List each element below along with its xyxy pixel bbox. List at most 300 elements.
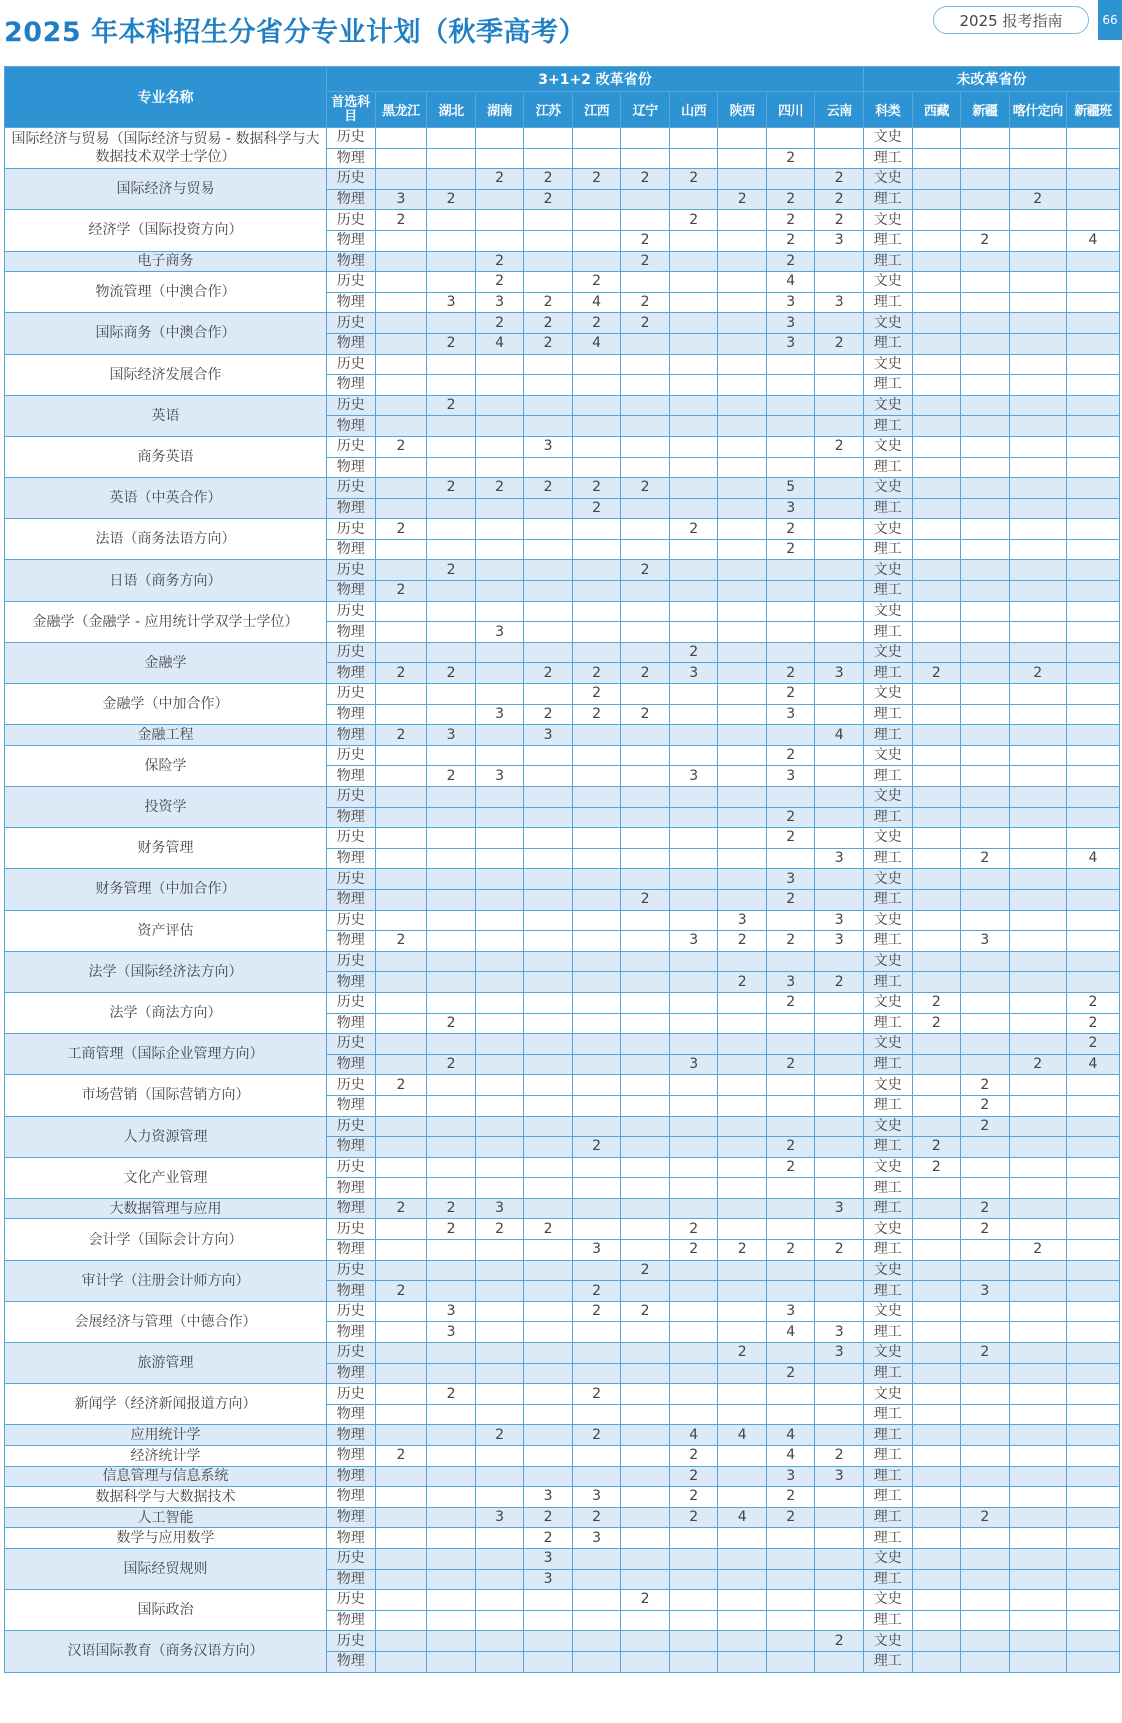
quota-cell bbox=[912, 972, 961, 993]
quota-cell bbox=[961, 354, 1010, 375]
quota-cell bbox=[815, 1054, 864, 1075]
quota-cell bbox=[669, 1034, 718, 1055]
category-cell: 理工 bbox=[864, 1404, 913, 1425]
plan-table-body bbox=[5, 128, 1120, 1673]
quota-cell: 2 bbox=[475, 251, 524, 272]
quota-cell bbox=[961, 519, 1010, 540]
quota-cell bbox=[524, 416, 573, 437]
quota-cell bbox=[718, 1219, 767, 1240]
quota-cell bbox=[912, 189, 961, 210]
quota-cell bbox=[718, 128, 767, 149]
quota-cell bbox=[427, 1363, 476, 1384]
subject-cell: 历史 bbox=[326, 128, 375, 149]
quota-cell bbox=[475, 1590, 524, 1611]
quota-cell: 3 bbox=[815, 292, 864, 313]
quota-cell bbox=[524, 889, 573, 910]
quota-cell bbox=[475, 1446, 524, 1467]
quota-cell bbox=[375, 272, 427, 293]
quota-cell bbox=[718, 1178, 767, 1199]
quota-cell bbox=[1066, 622, 1119, 643]
quota-cell bbox=[815, 1590, 864, 1611]
quota-cell bbox=[572, 210, 621, 231]
quota-cell bbox=[815, 1116, 864, 1137]
quota-cell bbox=[621, 436, 670, 457]
quota-cell bbox=[669, 601, 718, 622]
quota-cell bbox=[621, 1404, 670, 1425]
table-row bbox=[5, 642, 1120, 663]
quota-cell: 4 bbox=[669, 1425, 718, 1446]
subject-cell: 物理 bbox=[326, 539, 375, 560]
category-cell: 文史 bbox=[864, 601, 913, 622]
quota-cell bbox=[427, 745, 476, 766]
quota-cell bbox=[427, 1487, 476, 1508]
quota-cell bbox=[718, 848, 767, 869]
quota-cell bbox=[572, 1610, 621, 1631]
subject-cell: 物理 bbox=[326, 581, 375, 602]
quota-cell bbox=[375, 478, 427, 499]
quota-cell bbox=[524, 1054, 573, 1075]
quota-cell: 3 bbox=[766, 292, 815, 313]
category-cell: 文史 bbox=[864, 519, 913, 540]
quota-cell: 2 bbox=[427, 395, 476, 416]
quota-cell: 2 bbox=[766, 1157, 815, 1178]
quota-cell bbox=[912, 581, 961, 602]
quota-cell bbox=[766, 1095, 815, 1116]
table-row bbox=[5, 169, 1120, 190]
quota-cell bbox=[524, 519, 573, 540]
quota-cell: 2 bbox=[375, 1198, 427, 1219]
quota-cell: 2 bbox=[621, 478, 670, 499]
quota-cell: 2 bbox=[766, 663, 815, 684]
quota-cell: 2 bbox=[524, 663, 573, 684]
category-cell: 理工 bbox=[864, 457, 913, 478]
quota-cell bbox=[621, 519, 670, 540]
table-row bbox=[5, 519, 1120, 540]
quota-cell bbox=[375, 972, 427, 993]
quota-cell bbox=[669, 1260, 718, 1281]
quota-cell: 3 bbox=[766, 704, 815, 725]
quota-cell bbox=[718, 1610, 767, 1631]
quota-cell bbox=[621, 1240, 670, 1261]
quota-cell bbox=[621, 457, 670, 478]
quota-cell bbox=[1009, 1157, 1066, 1178]
quota-cell bbox=[1066, 1301, 1119, 1322]
quota-cell bbox=[1066, 498, 1119, 519]
quota-cell: 2 bbox=[621, 169, 670, 190]
quota-cell bbox=[475, 848, 524, 869]
quota-cell bbox=[427, 230, 476, 251]
table-row bbox=[5, 725, 1120, 746]
quota-cell bbox=[912, 745, 961, 766]
quota-cell bbox=[815, 457, 864, 478]
category-cell: 理工 bbox=[864, 1095, 913, 1116]
quota-cell bbox=[427, 1569, 476, 1590]
quota-cell bbox=[524, 848, 573, 869]
quota-cell bbox=[621, 1116, 670, 1137]
quota-cell bbox=[621, 807, 670, 828]
quota-cell bbox=[427, 869, 476, 890]
quota-cell bbox=[475, 1075, 524, 1096]
quota-cell bbox=[475, 951, 524, 972]
quota-cell bbox=[375, 230, 427, 251]
major-name: 法语（商务法语方向） bbox=[5, 519, 327, 560]
quota-cell bbox=[961, 1157, 1010, 1178]
quota-cell bbox=[572, 745, 621, 766]
quota-cell bbox=[961, 642, 1010, 663]
quota-cell: 2 bbox=[766, 1137, 815, 1158]
quota-cell: 2 bbox=[572, 272, 621, 293]
quota-cell bbox=[766, 128, 815, 149]
quota-cell bbox=[912, 1446, 961, 1467]
quota-cell bbox=[524, 1281, 573, 1302]
quota-cell bbox=[718, 1116, 767, 1137]
quota-cell bbox=[815, 272, 864, 293]
quota-cell bbox=[621, 992, 670, 1013]
quota-cell: 4 bbox=[572, 292, 621, 313]
quota-cell bbox=[815, 869, 864, 890]
quota-cell bbox=[961, 1569, 1010, 1590]
table-row bbox=[5, 1466, 1120, 1487]
quota-cell: 2 bbox=[815, 1446, 864, 1467]
page-number: 66 bbox=[1098, 0, 1122, 40]
quota-cell bbox=[572, 910, 621, 931]
quota-cell bbox=[961, 1322, 1010, 1343]
quota-cell bbox=[375, 642, 427, 663]
table-row bbox=[5, 1075, 1120, 1096]
quota-cell: 2 bbox=[427, 1384, 476, 1405]
quota-cell bbox=[669, 1548, 718, 1569]
quota-cell bbox=[475, 910, 524, 931]
quota-cell bbox=[766, 1075, 815, 1096]
quota-cell: 4 bbox=[815, 725, 864, 746]
quota-cell bbox=[766, 1013, 815, 1034]
subject-cell: 物理 bbox=[326, 1446, 375, 1467]
quota-cell bbox=[912, 910, 961, 931]
province-header: 新疆 bbox=[961, 92, 1010, 128]
quota-cell bbox=[718, 251, 767, 272]
major-name: 市场营销（国际营销方向） bbox=[5, 1075, 327, 1116]
quota-cell bbox=[524, 1363, 573, 1384]
subject-cell: 历史 bbox=[326, 601, 375, 622]
quota-cell bbox=[669, 498, 718, 519]
quota-cell bbox=[621, 1198, 670, 1219]
quota-cell: 2 bbox=[427, 766, 476, 787]
quota-cell bbox=[718, 1301, 767, 1322]
table-row bbox=[5, 313, 1120, 334]
category-cell: 文史 bbox=[864, 1301, 913, 1322]
quota-cell bbox=[961, 375, 1010, 396]
quota-cell bbox=[961, 498, 1010, 519]
quota-cell bbox=[912, 1466, 961, 1487]
quota-cell bbox=[1009, 395, 1066, 416]
quota-cell bbox=[375, 539, 427, 560]
quota-cell: 2 bbox=[375, 931, 427, 952]
quota-cell bbox=[1009, 333, 1066, 354]
subject-cell: 物理 bbox=[326, 1425, 375, 1446]
quota-cell bbox=[572, 828, 621, 849]
quota-cell bbox=[572, 1075, 621, 1096]
quota-cell bbox=[572, 560, 621, 581]
quota-cell: 2 bbox=[524, 313, 573, 334]
quota-cell bbox=[375, 354, 427, 375]
quota-cell bbox=[961, 1487, 1010, 1508]
quota-cell bbox=[475, 1157, 524, 1178]
quota-cell bbox=[669, 869, 718, 890]
quota-cell bbox=[961, 581, 1010, 602]
quota-cell bbox=[524, 230, 573, 251]
quota-cell: 3 bbox=[669, 931, 718, 952]
quota-cell bbox=[1009, 684, 1066, 705]
quota-cell bbox=[1066, 395, 1119, 416]
major-name: 国际商务（中澳合作） bbox=[5, 313, 327, 354]
quota-cell: 3 bbox=[475, 292, 524, 313]
quota-cell: 4 bbox=[766, 1322, 815, 1343]
quota-cell bbox=[524, 1590, 573, 1611]
quota-cell bbox=[475, 1631, 524, 1652]
quota-cell bbox=[621, 1343, 670, 1364]
quota-cell bbox=[475, 601, 524, 622]
quota-cell bbox=[1066, 272, 1119, 293]
quota-cell bbox=[815, 1219, 864, 1240]
major-name: 汉语国际教育（商务汉语方向） bbox=[5, 1631, 327, 1672]
quota-cell: 2 bbox=[427, 1013, 476, 1034]
category-cell: 理工 bbox=[864, 1198, 913, 1219]
major-name: 商务英语 bbox=[5, 436, 327, 477]
quota-cell bbox=[427, 787, 476, 808]
quota-cell bbox=[1066, 1610, 1119, 1631]
quota-cell bbox=[766, 1528, 815, 1549]
category-cell: 文史 bbox=[864, 169, 913, 190]
quota-cell bbox=[718, 210, 767, 231]
quota-cell bbox=[524, 828, 573, 849]
subject-cell: 历史 bbox=[326, 1260, 375, 1281]
table-row bbox=[5, 128, 1120, 149]
quota-cell bbox=[718, 869, 767, 890]
quota-cell bbox=[912, 1075, 961, 1096]
quota-cell bbox=[1009, 1363, 1066, 1384]
category-cell: 理工 bbox=[864, 148, 913, 169]
quota-cell bbox=[1009, 1528, 1066, 1549]
major-name: 应用统计学 bbox=[5, 1425, 327, 1446]
province-header: 黑龙江 bbox=[375, 92, 427, 128]
quota-cell: 3 bbox=[961, 931, 1010, 952]
quota-cell bbox=[912, 869, 961, 890]
quota-cell bbox=[475, 1034, 524, 1055]
quota-cell bbox=[815, 560, 864, 581]
quota-cell bbox=[1066, 478, 1119, 499]
major-name: 旅游管理 bbox=[5, 1343, 327, 1384]
major-name: 人力资源管理 bbox=[5, 1116, 327, 1157]
quota-cell bbox=[524, 1240, 573, 1261]
quota-cell: 2 bbox=[766, 1487, 815, 1508]
quota-cell bbox=[961, 951, 1010, 972]
quota-cell: 2 bbox=[669, 169, 718, 190]
quota-cell bbox=[912, 436, 961, 457]
quota-cell bbox=[621, 787, 670, 808]
quota-cell bbox=[718, 169, 767, 190]
category-cell: 理工 bbox=[864, 663, 913, 684]
quota-cell bbox=[718, 498, 767, 519]
quota-cell bbox=[1009, 1487, 1066, 1508]
quota-cell bbox=[815, 251, 864, 272]
quota-cell bbox=[572, 1157, 621, 1178]
quota-cell bbox=[1009, 848, 1066, 869]
quota-cell bbox=[475, 889, 524, 910]
quota-cell bbox=[572, 1651, 621, 1672]
quota-cell bbox=[572, 354, 621, 375]
subject-cell: 物理 bbox=[326, 457, 375, 478]
quota-cell bbox=[427, 519, 476, 540]
quota-cell bbox=[961, 1548, 1010, 1569]
quota-cell: 2 bbox=[427, 1219, 476, 1240]
major-name: 金融学（金融学 - 应用统计学双学士学位） bbox=[5, 601, 327, 642]
quota-cell bbox=[766, 642, 815, 663]
major-name: 资产评估 bbox=[5, 910, 327, 951]
reform-group-header: 3+1+2 改革省份 bbox=[326, 67, 863, 92]
quota-cell: 2 bbox=[475, 1219, 524, 1240]
table-row bbox=[5, 951, 1120, 972]
quota-cell bbox=[669, 1137, 718, 1158]
quota-cell bbox=[766, 395, 815, 416]
quota-cell: 2 bbox=[912, 1137, 961, 1158]
quota-cell bbox=[572, 889, 621, 910]
quota-cell bbox=[524, 642, 573, 663]
quota-cell: 2 bbox=[621, 560, 670, 581]
quota-cell bbox=[1009, 416, 1066, 437]
quota-cell bbox=[718, 992, 767, 1013]
province-header: 湖南 bbox=[475, 92, 524, 128]
quota-cell bbox=[1009, 601, 1066, 622]
quota-cell bbox=[1066, 869, 1119, 890]
quota-cell: 2 bbox=[766, 539, 815, 560]
quota-cell: 2 bbox=[621, 292, 670, 313]
quota-cell bbox=[766, 1384, 815, 1405]
quota-cell bbox=[815, 1425, 864, 1446]
quota-cell bbox=[718, 1363, 767, 1384]
quota-cell bbox=[718, 1034, 767, 1055]
quota-cell bbox=[1066, 972, 1119, 993]
quota-cell: 3 bbox=[427, 1322, 476, 1343]
quota-cell bbox=[524, 1178, 573, 1199]
quota-cell bbox=[961, 1446, 1010, 1467]
quota-cell bbox=[524, 787, 573, 808]
quota-cell bbox=[524, 210, 573, 231]
quota-cell bbox=[1066, 725, 1119, 746]
quota-cell: 4 bbox=[475, 333, 524, 354]
quota-cell bbox=[815, 1507, 864, 1528]
quota-cell bbox=[912, 1569, 961, 1590]
quota-cell: 3 bbox=[475, 622, 524, 643]
table-row bbox=[5, 272, 1120, 293]
quota-cell bbox=[912, 1507, 961, 1528]
major-header: 专业名称 bbox=[5, 67, 327, 128]
subject-cell: 历史 bbox=[326, 272, 375, 293]
quota-cell bbox=[524, 869, 573, 890]
quota-cell bbox=[375, 395, 427, 416]
quota-cell bbox=[621, 1137, 670, 1158]
subject-cell: 物理 bbox=[326, 1651, 375, 1672]
quota-cell: 4 bbox=[766, 272, 815, 293]
quota-cell bbox=[912, 148, 961, 169]
quota-cell: 2 bbox=[815, 1240, 864, 1261]
quota-cell bbox=[669, 272, 718, 293]
quota-cell bbox=[621, 1281, 670, 1302]
quota-cell bbox=[572, 416, 621, 437]
quota-cell bbox=[375, 1178, 427, 1199]
quota-cell bbox=[1066, 1404, 1119, 1425]
quota-cell bbox=[572, 642, 621, 663]
quota-cell bbox=[427, 1610, 476, 1631]
quota-cell: 2 bbox=[524, 1528, 573, 1549]
quota-cell bbox=[669, 1301, 718, 1322]
quota-cell bbox=[1066, 910, 1119, 931]
quota-cell bbox=[766, 951, 815, 972]
quota-cell: 2 bbox=[766, 992, 815, 1013]
quota-cell bbox=[572, 395, 621, 416]
quota-cell bbox=[669, 972, 718, 993]
quota-cell bbox=[961, 807, 1010, 828]
major-name: 国际经济发展合作 bbox=[5, 354, 327, 395]
subject-cell: 物理 bbox=[326, 375, 375, 396]
category-cell: 理工 bbox=[864, 972, 913, 993]
quota-cell bbox=[475, 972, 524, 993]
quota-cell bbox=[815, 889, 864, 910]
quota-cell: 2 bbox=[427, 478, 476, 499]
quota-cell bbox=[621, 642, 670, 663]
quota-cell bbox=[961, 910, 1010, 931]
quota-cell bbox=[669, 1528, 718, 1549]
quota-cell bbox=[669, 251, 718, 272]
quota-cell bbox=[1009, 787, 1066, 808]
quota-cell: 2 bbox=[669, 210, 718, 231]
quota-cell: 2 bbox=[375, 436, 427, 457]
quota-cell bbox=[912, 1281, 961, 1302]
quota-cell: 2 bbox=[475, 313, 524, 334]
quota-cell bbox=[1066, 1240, 1119, 1261]
quota-cell bbox=[375, 313, 427, 334]
quota-cell bbox=[669, 1384, 718, 1405]
quota-cell bbox=[621, 1548, 670, 1569]
quota-cell: 2 bbox=[669, 1240, 718, 1261]
quota-cell bbox=[1009, 169, 1066, 190]
category-cell: 文史 bbox=[864, 787, 913, 808]
quota-cell bbox=[375, 1240, 427, 1261]
quota-cell bbox=[524, 1260, 573, 1281]
quota-cell bbox=[621, 1054, 670, 1075]
quota-cell bbox=[475, 1610, 524, 1631]
quota-cell bbox=[375, 1425, 427, 1446]
quota-cell bbox=[475, 354, 524, 375]
quota-cell bbox=[718, 436, 767, 457]
province-header: 四川 bbox=[766, 92, 815, 128]
subject-cell: 物理 bbox=[326, 1054, 375, 1075]
quota-cell bbox=[524, 1075, 573, 1096]
quota-cell bbox=[475, 1301, 524, 1322]
guide-badge: 2025 报考指南 bbox=[933, 6, 1089, 34]
quota-cell bbox=[1066, 1343, 1119, 1364]
category-cell: 文史 bbox=[864, 272, 913, 293]
quota-cell bbox=[1009, 478, 1066, 499]
quota-cell bbox=[572, 766, 621, 787]
quota-cell bbox=[621, 354, 670, 375]
quota-cell: 3 bbox=[718, 910, 767, 931]
quota-cell bbox=[718, 457, 767, 478]
quota-cell bbox=[912, 725, 961, 746]
quota-cell bbox=[1009, 436, 1066, 457]
quota-cell bbox=[475, 745, 524, 766]
quota-cell bbox=[912, 251, 961, 272]
quota-cell bbox=[718, 313, 767, 334]
